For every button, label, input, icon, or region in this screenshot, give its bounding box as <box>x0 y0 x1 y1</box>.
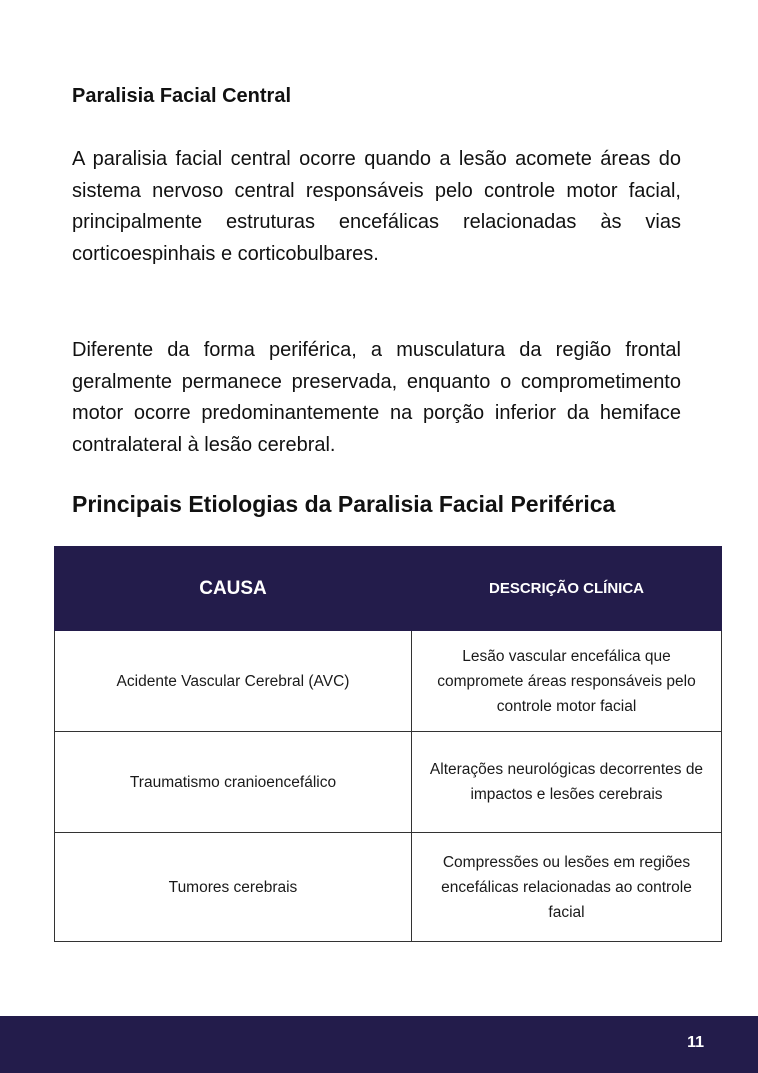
table-row <box>55 732 722 833</box>
description-cell: Lesão vascular encefálica que compromete áreas responsáveis pelo controle motor facial <box>412 631 722 732</box>
table-title: Principais Etiologias da Paralisia Facial Periférica <box>72 491 616 517</box>
table-row <box>55 631 722 732</box>
table-header-row <box>55 547 722 631</box>
page-number: 11 <box>687 1034 704 1051</box>
paragraph-central-difference: Diferente da forma periférica, a musculatura da região frontal geralmente permanece preservada, enquanto o comprometimento motor ocorre predominantemente na porção inferior da hemiface contralateral à lesão cerebral. <box>72 339 681 456</box>
footer-bar <box>0 1016 758 1073</box>
cause-cell: Tumores cerebrais <box>55 833 412 942</box>
column-header-cause: CAUSA <box>55 547 412 631</box>
section-heading: Paralisia Facial Central <box>72 85 292 107</box>
etiologies-table <box>54 546 722 942</box>
cause-cell: Traumatismo cranioencefálico <box>55 732 412 833</box>
description-cell: Alterações neurológicas decorrentes de impactos e lesões cerebrais <box>412 732 722 833</box>
paragraph-central-definition: A paralisia facial central ocorre quando a lesão acomete áreas do sistema nervoso central responsáveis pelo controle motor facial, principalmente estruturas encefálicas relacionadas às vias corticoespinhais e corticobulbares. <box>72 148 681 265</box>
cause-cell: Acidente Vascular Cerebral (AVC) <box>55 631 412 732</box>
column-header-description: DESCRIÇÃO CLÍNICA <box>412 547 722 631</box>
table-row <box>55 833 722 942</box>
description-cell: Compressões ou lesões em regiões encefálicas relacionadas ao controle facial <box>412 833 722 942</box>
